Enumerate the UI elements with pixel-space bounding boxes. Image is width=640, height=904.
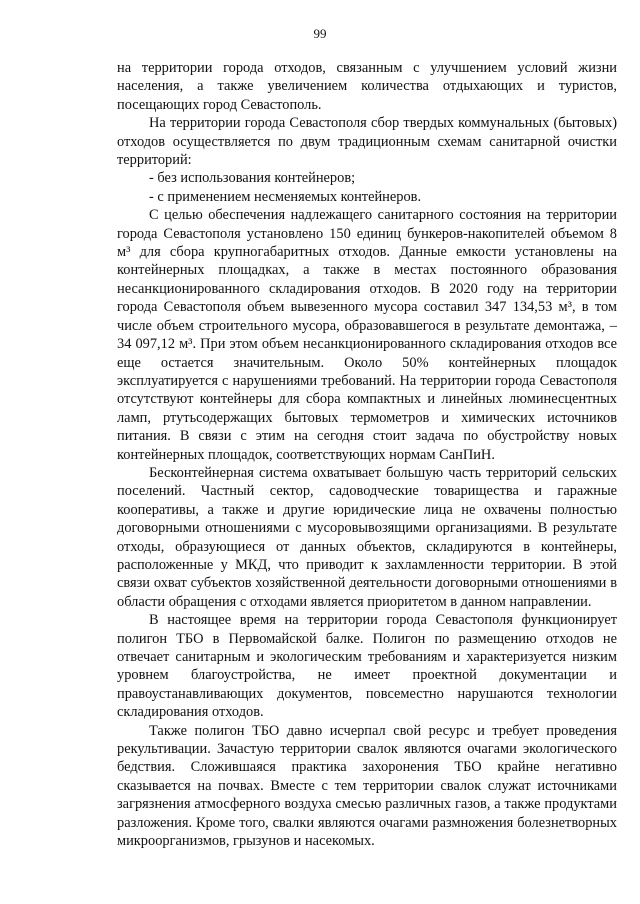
page-number: 99 [313,26,327,41]
paragraph-landfill: В настоящее время на территории города Севастополя функционирует полигон ТБО в Первомайской балке. Полигон по размещению отходов не отвечает санитарным и экологическим требованиям и характеризуется низким уровнем благоустройства, не имеет проектной документации и правоустанавливающих документов, повсеместно нарушаются технологии складирования отходов. [117,612,617,721]
list-item: - без использования контейнеров; [149,170,356,187]
paragraph-collection-schemes: На территории города Севастополя сбор твердых коммунальных (бытовых) отходов осуществляется по двум традиционным схемам санитарной очистки территорий: [117,115,617,169]
paragraph-containers: С целью обеспечения надлежащего санитарного состояния на территории города Севастополя установлено 150 единиц бункеров-накопителей объемом 8 м³ для сбора крупногабаритных отходов. Данные емкости установлены на контейнерных площадках, а также в местах постоянного образования несанкционированного складирования отходов. В 2020 году на территории города Севастополя объем вывезенного мусора составил 347 134,53 м³, в том числе объем строительного мусора, образовавшегося в результате демонтажа, – 34 097,12 м³. При этом объем несанкционированного складирования отходов все еще остается значительным. Около 50% контейнерных площадок эксплуатируется с нарушениями требований. На территории города Севастополя отсутствуют контейнеры для сбора компактных и линейных люминесцентных ламп, ртутьсодержащих бытовых термометров и химических источников питания. В связи с этим на сегодня стоит задача по обустройству новых контейнерных площадок, соответствующих нормам СанПиН. [117,207,617,463]
list-item: - с применением несменяемых контейнеров. [149,188,422,205]
paragraph-intro: на территории города отходов, связанным с улучшением условий жизни населения, а также увеличением количества отдыхающих и туристов, посещающих город Севастополь. [117,60,617,113]
paragraph-containerless-system: Бесконтейнерная система охватывает большую часть территорий сельских поселений. Частный сектор, садоводческие товарищества и гаражные кооперативы, а также и другие юридические лица не охвачены полностью договорными отношениями с мусоровывозящими организациями. В результате отходы, образующиеся от данных объектов, складируются в контейнеры, расположенные у МКД, что приводит к захламленности территории. В этой связи охват субъектов хозяйственной деятельности договорными отношениями в области обращения с отходами является приоритетом в данном направлении. [117,464,617,610]
paragraph-reclamation: Также полигон ТБО давно исчерпал свой ресурс и требует проведения рекультивации. Зачастую территории свалок являются очагами экологического бедствия. Сложившаяся практика захоронения ТБО крайне негативно сказывается на почвах. Вместе с тем территории свалок служат источниками загрязнения атмосферного воздуха смесью различных газов, а также продуктами разложения. Кроме того, свалки являются очагами размножения болезнетворных микроорганизмов, грызунов и насекомых. [117,722,617,850]
page-body [117,59,617,850]
